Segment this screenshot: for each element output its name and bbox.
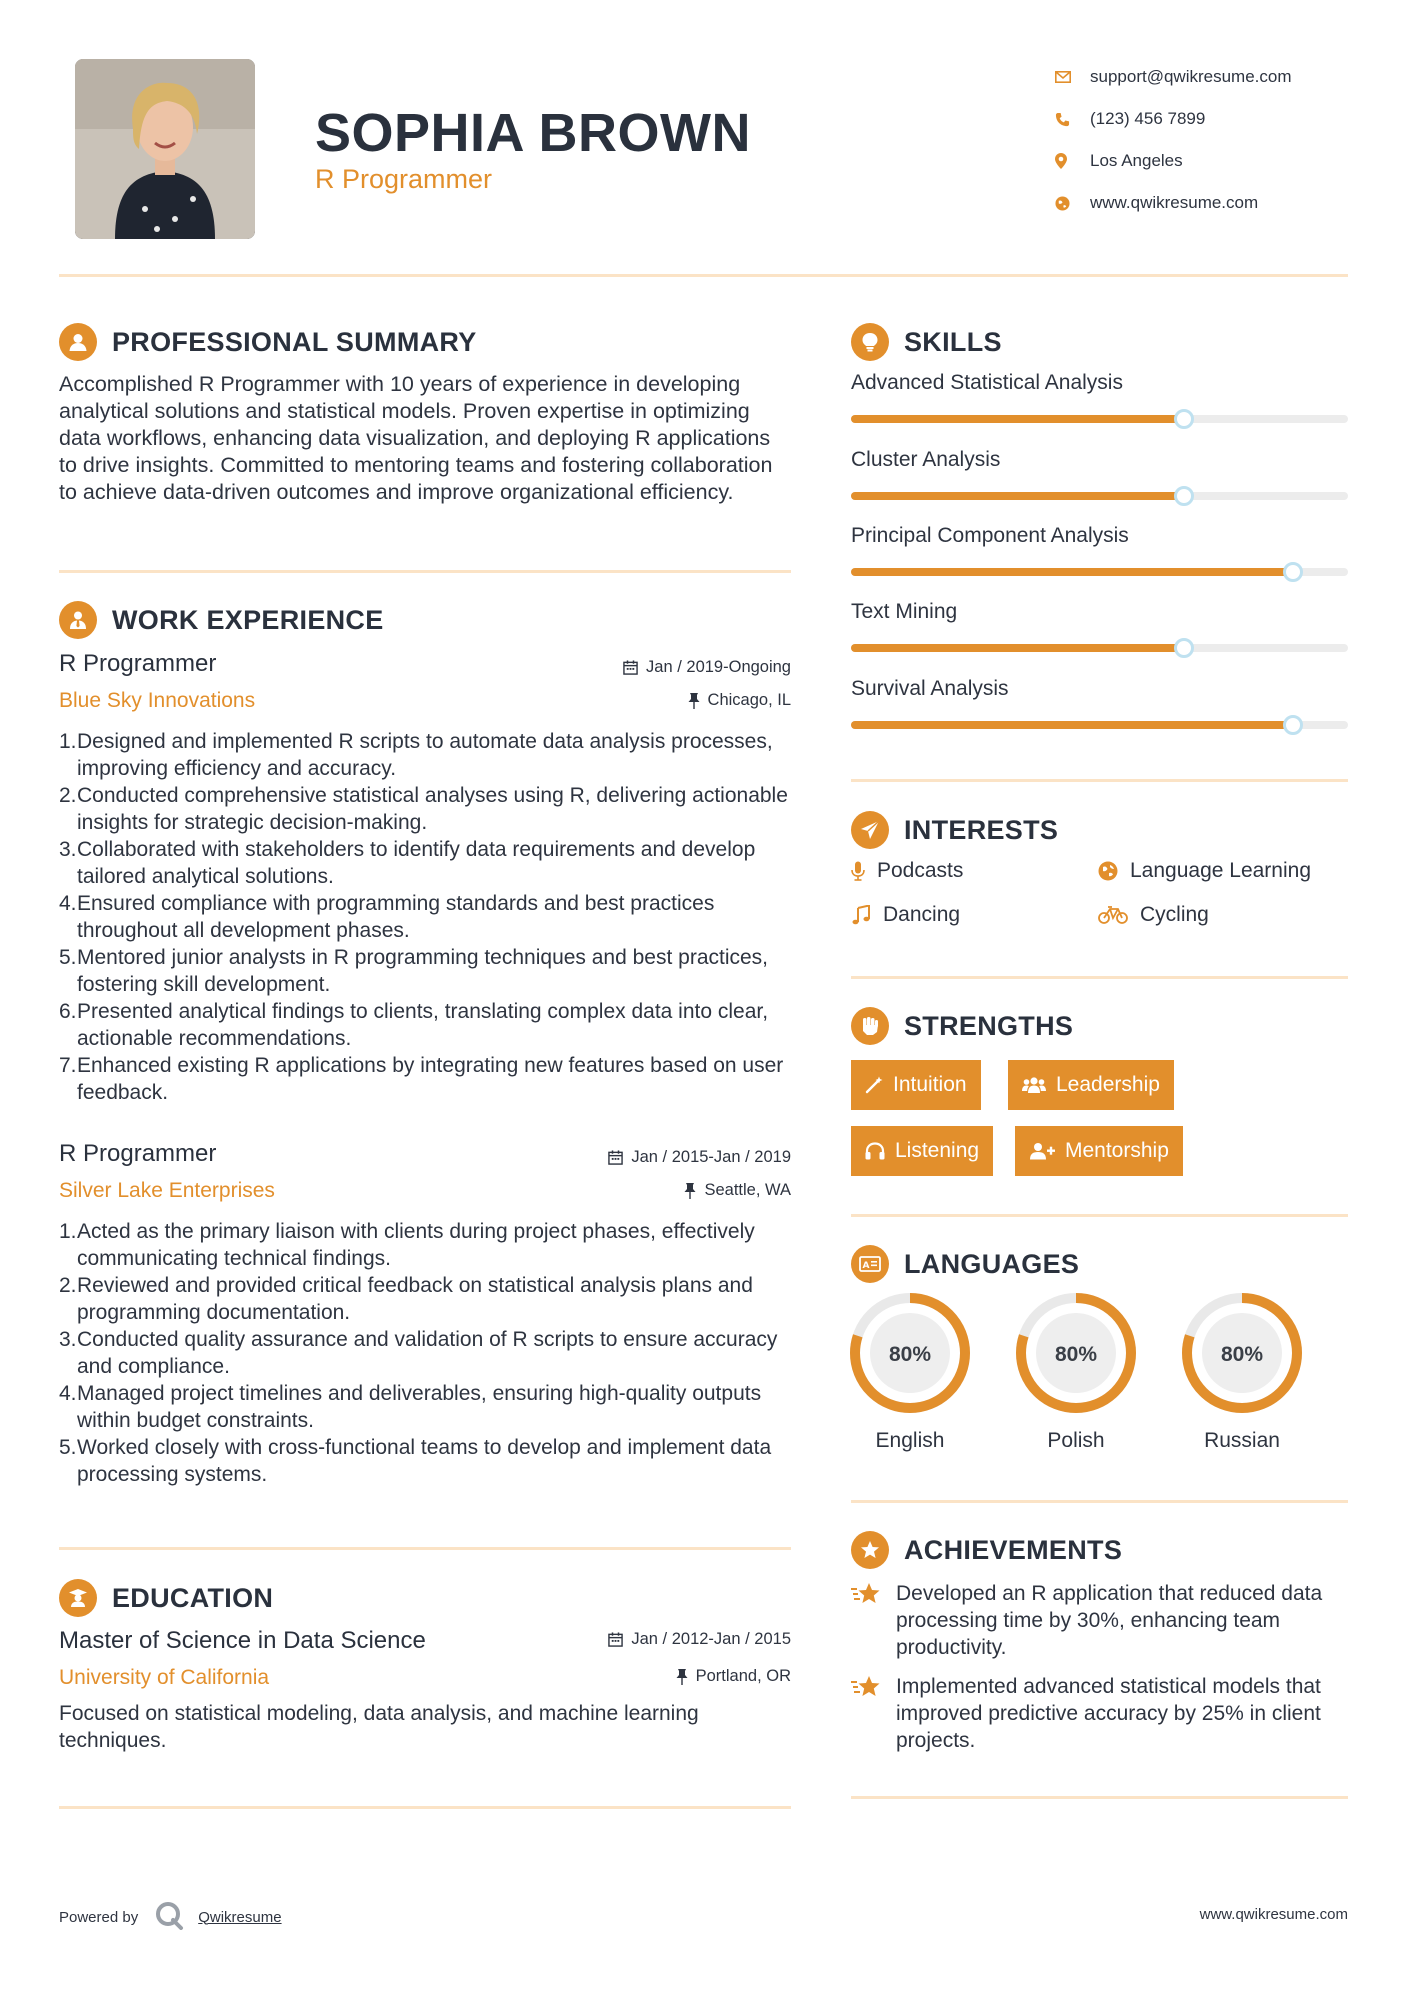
education-degree: Master of Science in Data Science xyxy=(59,1627,426,1654)
skill-label: Text Mining xyxy=(851,600,958,623)
job-1-location-text: Chicago, IL xyxy=(707,691,791,709)
summary-title: PROFESSIONAL SUMMARY xyxy=(112,326,477,357)
skill-handle[interactable] xyxy=(1174,486,1194,506)
skill-item xyxy=(851,371,1348,395)
job-2-location-text: Seattle, WA xyxy=(704,1181,791,1199)
candidate-role: R Programmer xyxy=(315,164,493,194)
list-item: 5. Mentored junior analysts in R programming techniques and best practices, fostering skill development. xyxy=(59,946,769,996)
job-1-company: Blue Sky Innovations xyxy=(59,689,256,712)
achievements-title: ACHIEVEMENTS xyxy=(904,1534,1123,1565)
graduate-icon xyxy=(59,1579,97,1617)
skill-handle[interactable] xyxy=(1283,562,1303,582)
language-name: Russian xyxy=(1204,1429,1280,1452)
interest-dancing xyxy=(851,903,960,927)
skills-title: SKILLS xyxy=(904,326,1002,357)
footer-website-link[interactable]: www.qwikresume.com xyxy=(1199,1906,1348,1923)
svg-text:A: A xyxy=(862,1261,870,1271)
interests-title: INTERESTS xyxy=(904,814,1059,845)
paper-plane-icon xyxy=(851,811,889,849)
education-location xyxy=(676,1667,791,1686)
contact-email[interactable] xyxy=(1055,56,1395,98)
envelope-icon xyxy=(1055,71,1090,83)
skill-track xyxy=(851,568,1348,576)
strengths-title: STRENGTHS xyxy=(904,1010,1074,1041)
list-item: 1. Acted as the primary liaison with clients during project phases, effectively communicating technical findings. xyxy=(59,1220,755,1270)
job-2-title: R Programmer xyxy=(59,1140,217,1167)
job-1-bullets xyxy=(59,728,799,1106)
skill-fill xyxy=(851,721,1293,729)
globe-icon xyxy=(1055,196,1090,211)
interests-divider xyxy=(851,976,1348,979)
interest-podcasts xyxy=(851,859,963,883)
strengths-divider xyxy=(851,1214,1348,1217)
interest-label: Podcasts xyxy=(877,859,964,882)
contact-phone[interactable] xyxy=(1055,98,1395,140)
skill-label: Cluster Analysis xyxy=(851,448,1001,471)
languages-divider xyxy=(851,1500,1348,1503)
strength-label: Mentorship xyxy=(1065,1139,1169,1162)
skills-heading xyxy=(851,323,1002,361)
skills-divider xyxy=(851,779,1348,782)
skill-item xyxy=(851,524,1348,548)
calendar-icon xyxy=(608,1150,623,1165)
star-icon xyxy=(851,1673,896,1754)
qwikresume-logo-icon xyxy=(154,1900,184,1934)
list-item: 4. Managed project timelines and deliverables, ensuring high-quality outputs within budget constraints. xyxy=(59,1382,762,1432)
pushpin-icon xyxy=(676,1669,688,1685)
skill-label: Principal Component Analysis xyxy=(851,524,1129,547)
user-icon xyxy=(59,323,97,361)
interest-label: Cycling xyxy=(1140,903,1209,926)
strength-tag-intuition xyxy=(851,1060,981,1110)
list-item: 6. Presented analytical findings to clients, translating complex data into clear, actionable recommendations. xyxy=(59,1000,769,1050)
achievement-item xyxy=(851,1673,1361,1754)
pushpin-icon xyxy=(684,1183,696,1199)
magic-wand-icon xyxy=(865,1076,883,1094)
lightbulb-icon xyxy=(851,323,889,361)
languages-title: LANGUAGES xyxy=(904,1248,1080,1279)
phone-icon xyxy=(1055,112,1090,127)
job-2-bullets xyxy=(59,1218,799,1488)
strength-label: Listening xyxy=(895,1139,980,1162)
skill-fill xyxy=(851,492,1184,500)
job-1-location xyxy=(688,691,791,710)
skill-handle[interactable] xyxy=(1174,638,1194,658)
list-item: 2. Reviewed and provided critical feedback on statistical analysis plans and programming documentation. xyxy=(59,1274,753,1324)
language-name: Polish xyxy=(1047,1429,1105,1452)
interest-language-learning xyxy=(1098,859,1311,883)
skill-track xyxy=(851,721,1348,729)
achievement-text: Implemented advanced statistical models that improved predictive accuracy by 25% in client projects. xyxy=(896,1675,1321,1752)
skill-handle[interactable] xyxy=(1174,409,1194,429)
language-item-polish xyxy=(1014,1291,1138,1453)
headphones-icon xyxy=(865,1142,885,1160)
skill-fill xyxy=(851,415,1184,423)
education-dates xyxy=(608,1630,791,1649)
interests-heading xyxy=(851,811,1058,849)
education-divider xyxy=(59,1806,791,1809)
contact-website-text: www.qwikresume.com xyxy=(1090,193,1259,212)
interest-label: Language Learning xyxy=(1130,859,1312,882)
language-percent: 80% xyxy=(1220,1343,1264,1366)
pushpin-icon xyxy=(688,693,700,709)
skill-fill xyxy=(851,644,1184,652)
summary-text: Accomplished R Programmer with 10 years of experience in developing analytical solutions and statistical models. Proven expertise in optimizing data workflows, enhancing data visualization, and deploying R applications to drive insights. Committed to mentoring teams and fostering collaboration to achieve data-driven outcomes and improve organizational efficiency. xyxy=(59,372,773,504)
achievement-text: Developed an R application that reduced data processing time by 30%, enhancing team productivity. xyxy=(896,1582,1323,1659)
achievements-divider xyxy=(851,1796,1348,1799)
summary-divider xyxy=(59,570,791,573)
language-percent: 80% xyxy=(1054,1343,1098,1366)
strength-tag-listening xyxy=(851,1126,993,1176)
education-heading xyxy=(59,1579,273,1617)
skill-item xyxy=(851,677,1348,701)
strength-label: Intuition xyxy=(893,1073,967,1096)
education-title: EDUCATION xyxy=(112,1582,274,1613)
job-2-dates-text: Jan / 2015-Jan / 2019 xyxy=(631,1148,791,1166)
skill-fill xyxy=(851,568,1293,576)
language-percent: 80% xyxy=(888,1343,932,1366)
achievement-item xyxy=(851,1580,1361,1661)
education-location-text: Portland, OR xyxy=(695,1667,791,1685)
star-icon xyxy=(851,1580,896,1661)
microphone-icon xyxy=(851,861,865,881)
bicycle-icon xyxy=(1098,906,1128,924)
candidate-name: SOPHIA BROWN xyxy=(315,103,751,163)
user-tie-icon xyxy=(59,601,97,639)
footer-powered-by xyxy=(59,1900,282,1934)
globe-icon xyxy=(1098,861,1118,881)
list-item: 3. Conducted quality assurance and validation of R scripts to ensure accuracy and compliance. xyxy=(59,1328,778,1378)
list-item: 2. Conducted comprehensive statistical analyses using R, delivering actionable insights for strategic decision-making. xyxy=(59,784,788,834)
job-1-dates xyxy=(623,658,791,677)
map-pin-icon xyxy=(1055,153,1090,169)
job-2-location xyxy=(684,1181,791,1200)
language-item-english xyxy=(848,1291,972,1453)
experience-heading xyxy=(59,601,384,639)
experience-title: WORK EXPERIENCE xyxy=(112,604,384,635)
fist-icon xyxy=(851,1007,889,1045)
qwikresume-link[interactable]: Qwikresume xyxy=(198,1908,282,1926)
interest-cycling xyxy=(1098,903,1209,927)
list-item: 7. Enhanced existing R applications by integrating new features based on user feedback. xyxy=(59,1054,784,1104)
strength-tag-mentorship xyxy=(1015,1126,1183,1176)
skill-track xyxy=(851,415,1348,423)
skill-track xyxy=(851,644,1348,652)
star-badge-icon xyxy=(851,1531,889,1569)
contact-location-text: Los Angeles xyxy=(1090,151,1183,170)
language-ring xyxy=(1180,1291,1304,1415)
powered-by-label: Powered by xyxy=(59,1908,139,1926)
calendar-icon xyxy=(608,1632,623,1647)
list-item: 4. Ensured compliance with programming standards and best practices throughout all development phases. xyxy=(59,892,715,942)
skill-track xyxy=(851,492,1348,500)
experience-divider xyxy=(59,1547,791,1550)
job-1-title: R Programmer xyxy=(59,650,217,677)
contact-list xyxy=(1055,56,1395,224)
achievements-heading xyxy=(851,1531,1122,1569)
skill-label: Advanced Statistical Analysis xyxy=(851,371,1123,394)
language-ring xyxy=(848,1291,972,1415)
skill-handle[interactable] xyxy=(1283,715,1303,735)
job-1-dates-text: Jan / 2019-Ongoing xyxy=(646,658,791,676)
list-item: 1. Designed and implemented R scripts to automate data analysis processes, improving efficiency and accuracy. xyxy=(59,730,773,780)
education-description: Focused on statistical modeling, data analysis, and machine learning techniques. xyxy=(59,1702,699,1752)
music-note-icon xyxy=(851,905,871,925)
strengths-heading xyxy=(851,1007,1073,1045)
job-2-company: Silver Lake Enterprises xyxy=(59,1179,275,1202)
skill-item xyxy=(851,600,1348,624)
profile-photo xyxy=(75,59,255,239)
job-2-dates xyxy=(608,1148,791,1167)
contact-location xyxy=(1055,140,1395,182)
users-icon xyxy=(1022,1076,1046,1094)
skill-item xyxy=(851,448,1348,472)
contact-website[interactable] xyxy=(1055,182,1395,224)
user-plus-icon xyxy=(1029,1142,1055,1160)
list-item: 3. Collaborated with stakeholders to identify data requirements and develop tailored analytical solutions. xyxy=(59,838,756,888)
summary-heading xyxy=(59,323,477,361)
calendar-icon xyxy=(623,660,638,675)
list-item: 5. Worked closely with cross-functional teams to develop and implement data processing systems. xyxy=(59,1436,772,1486)
contact-email-text: support@qwikresume.com xyxy=(1090,67,1292,86)
skill-label: Survival Analysis xyxy=(851,677,1009,700)
education-school: University of California xyxy=(59,1666,270,1689)
language-item-russian xyxy=(1180,1291,1304,1453)
strength-label: Leadership xyxy=(1056,1073,1160,1096)
language-ring xyxy=(1014,1291,1138,1415)
education-dates-text: Jan / 2012-Jan / 2015 xyxy=(631,1630,791,1648)
languages-heading xyxy=(851,1245,1079,1283)
header-divider xyxy=(59,274,1348,277)
strength-tag-leadership xyxy=(1008,1060,1174,1110)
contact-phone-text: (123) 456 7899 xyxy=(1090,109,1206,128)
language-icon xyxy=(851,1245,889,1283)
language-name: English xyxy=(875,1429,945,1452)
interest-label: Dancing xyxy=(883,903,961,926)
